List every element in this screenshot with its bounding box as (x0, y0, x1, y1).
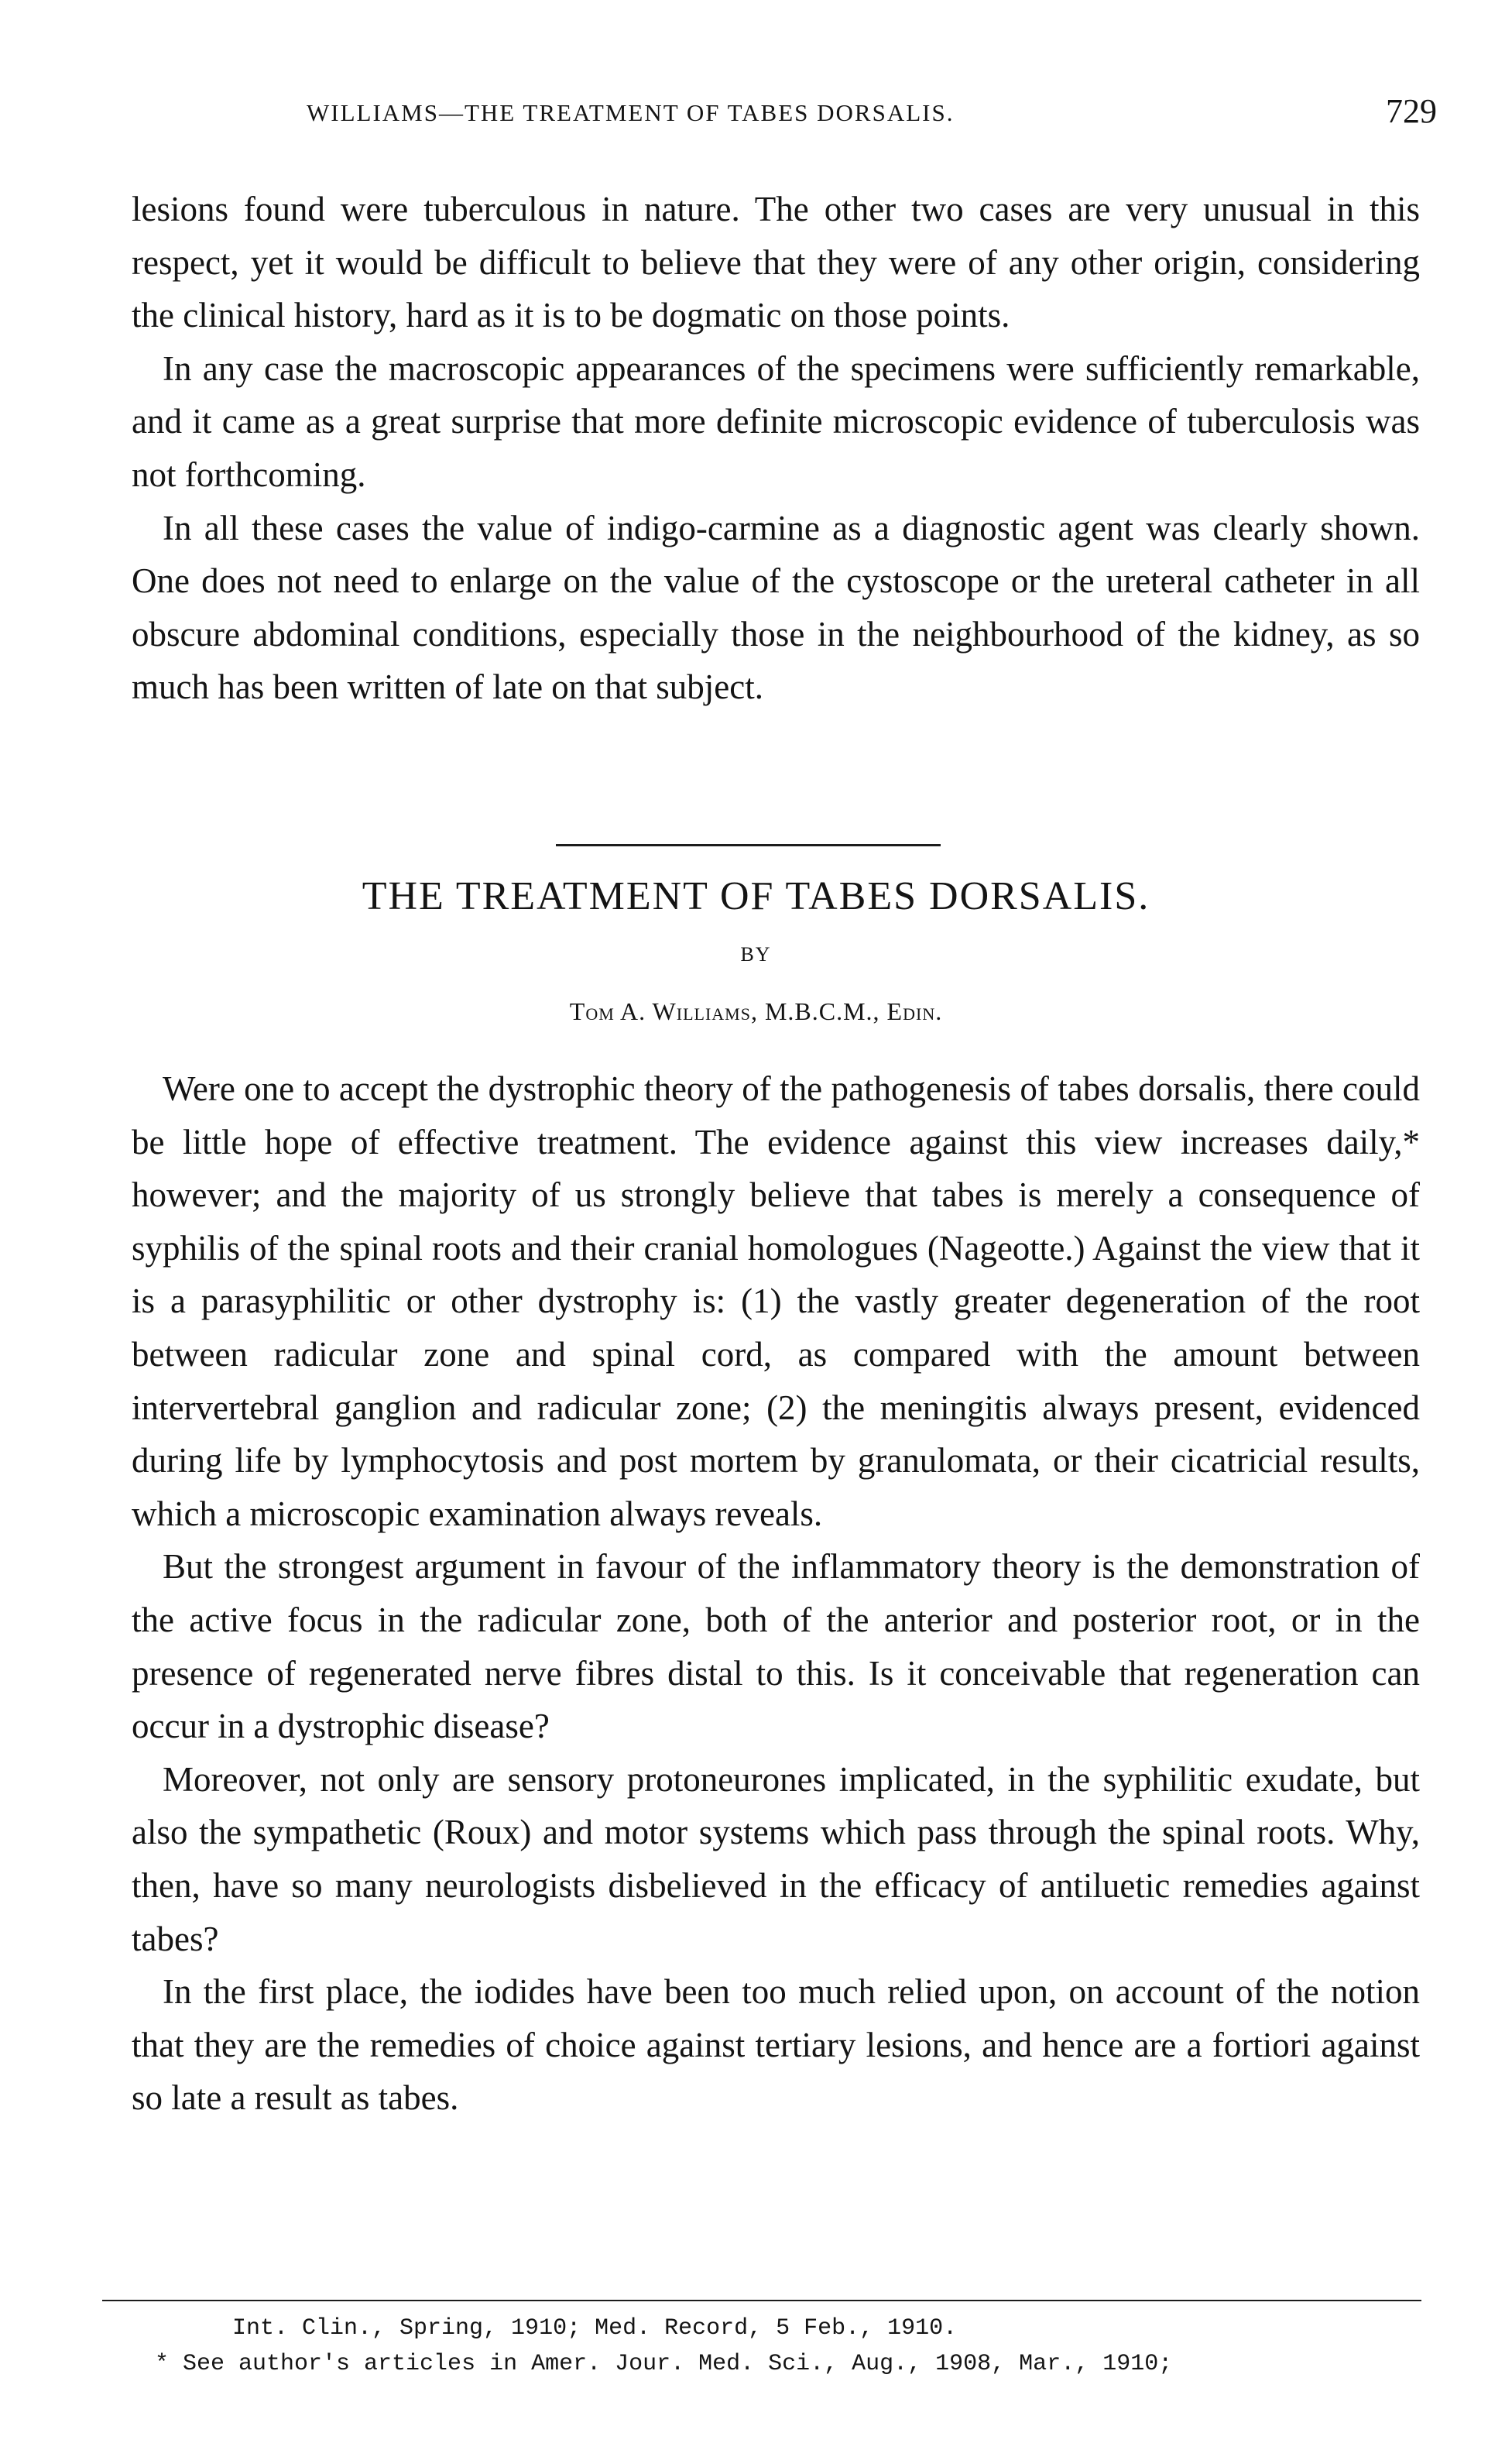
article-body (132, 1062, 1420, 2125)
footnote: Int. Clin., Spring, 1910; Med. Record, 5 Feb., 1910. (232, 2315, 958, 2342)
running-head-title: WILLIAMS—THE TREATMENT OF TABES DORSALIS. (307, 99, 955, 126)
running-head (307, 91, 1437, 138)
byline-by: BY (740, 943, 772, 966)
continued-article-text (132, 183, 1420, 714)
article-paragraph: Were one to accept the dystrophic theory of the pathogenesis of tabes dorsalis, there could be little hope of effective treatment. The evidence against this view increases daily,* however; and the majority of us strongly believe that tabes is merely a consequence of syphilis of the spinal roots and their cranial homologues (Nageotte.) Against the view that it is a parasyphilitic or other dystrophy is: (1) the vastly greater degeneration of the root between radicular zone and spinal cord, as compared with the amount between intervertebral ganglion and radicular zone; (2) the meningitis always present, evidenced during life by lymphocytosis and post mortem by granulomata, or their cicatricial results, which a microscopic examination always reveals. (132, 1069, 1420, 1533)
footnote: * See author's articles in Amer. Jour. Med. Sci., Aug., 1908, Mar., 1910; (155, 2351, 1173, 2377)
article-paragraph: Moreover, not only are sensory protoneurones implicated, in the syphilitic exudate, but also the sympathetic (Roux) and motor systems which pass through the spinal roots. Why, then, have so many neurologists disbelieved in the efficacy of antiluetic remedies against tabes? (132, 1759, 1420, 1958)
continued-paragraph: lesions found were tuberculous in nature. The other two cases are very unusual in this respect, yet it would be difficult to believe that they were of any other origin, considering the clinical history, hard as it is to be dogmatic on those points. (132, 190, 1420, 335)
article-author: Tom A. Williams, M.B.C.M., Edin. (569, 997, 943, 1025)
article-title: THE TREATMENT OF TABES DORSALIS. (362, 874, 1150, 918)
page-number: 729 (1386, 92, 1437, 130)
article-paragraph: In the first place, the iodides have been too much relied upon, on account of the notion that they are the remedies of choice against tertiary lesions, and hence are a fortiori against so late a result as tabes. (132, 1972, 1420, 2118)
continued-paragraph: In all these cases the value of indigo-carmine as a diagnostic agent was clearly shown. One does not need to enlarge on the value of the cystoscope or the ureteral catheter in all obscure abdominal conditions, especially those in the neighbourhood of the kidney, as so much has been written of late on that subject. (132, 508, 1420, 707)
footnotes (155, 2311, 1425, 2382)
footnote-divider (102, 2300, 1421, 2301)
section-divider (556, 844, 941, 846)
article-paragraph: But the strongest argument in favour of the inflammatory theory is the demonstration of the active focus in the radicular zone, both of the anterior and posterior root, or in the presence of regenerated nerve fibres distal to this. Is it conceivable that regeneration can occur in a dystrophic disease? (132, 1547, 1420, 1746)
continued-paragraph: In any case the macroscopic appearances of the specimens were sufficiently remarkable, and it came as a great surprise that more definite microscopic evidence of tuberculosis was not forthcoming. (132, 348, 1420, 494)
